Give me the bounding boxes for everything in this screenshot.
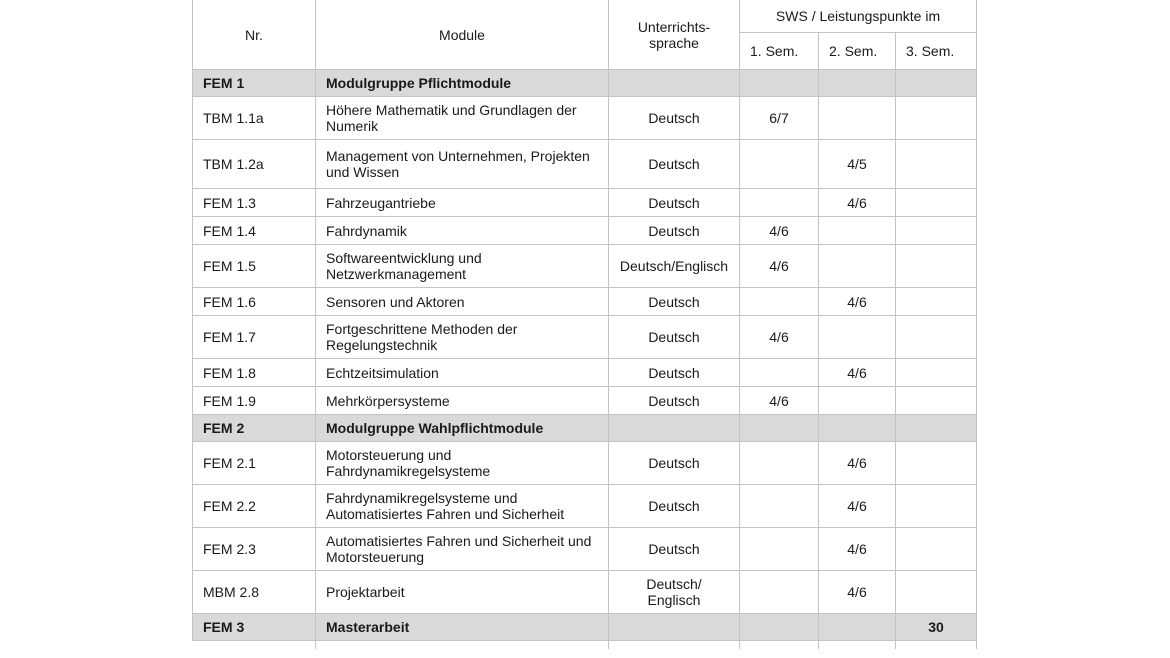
cell-sem2 — [819, 70, 896, 97]
cell-sem2: 4/6 — [819, 485, 896, 528]
module-group-row — [193, 70, 977, 97]
cell-sem1 — [740, 140, 819, 189]
cell-sem3 — [896, 442, 977, 485]
cell-sem3 — [896, 415, 977, 442]
cell-sem1 — [740, 614, 819, 641]
cell-nr: FEM 3 — [193, 614, 316, 641]
module-row — [193, 528, 977, 571]
cell-module: Management von Unternehmen, Projekten und Wissen — [316, 140, 609, 189]
cell-sem3 — [896, 359, 977, 387]
cell-module: Projektarbeit — [316, 571, 609, 614]
cell-language: Deutsch/Englisch — [609, 245, 740, 288]
cell-nr: FEM 1.4 — [193, 217, 316, 245]
truncated-cell — [609, 641, 740, 650]
header-module: Module — [316, 0, 609, 70]
header-language: Unterrichts- sprache — [609, 0, 740, 70]
cell-module: Sensoren und Aktoren — [316, 288, 609, 316]
cell-sem2 — [819, 97, 896, 140]
cell-module: Echtzeitsimulation — [316, 359, 609, 387]
module-row — [193, 387, 977, 415]
truncated-cell — [316, 641, 609, 650]
cell-module: Fortgeschrittene Methoden der Regelungstechnik — [316, 316, 609, 359]
cell-sem1 — [740, 442, 819, 485]
cell-sem2: 4/6 — [819, 528, 896, 571]
cell-sem2: 4/6 — [819, 288, 896, 316]
cell-nr: FEM 1.7 — [193, 316, 316, 359]
cell-sem1 — [740, 189, 819, 217]
cell-language — [609, 415, 740, 442]
cell-sem3 — [896, 97, 977, 140]
module-row — [193, 217, 977, 245]
cell-nr: FEM 1.6 — [193, 288, 316, 316]
module-row — [193, 485, 977, 528]
cell-sem1: 6/7 — [740, 97, 819, 140]
cell-sem3: 30 — [896, 614, 977, 641]
module-group-row — [193, 614, 977, 641]
cell-module: Automatisiertes Fahren und Sicherheit und Motorsteuerung — [316, 528, 609, 571]
header-nr: Nr. — [193, 0, 316, 70]
module-row — [193, 442, 977, 485]
cell-sem2: 4/6 — [819, 571, 896, 614]
module-table — [192, 0, 977, 649]
module-row — [193, 245, 977, 288]
header-sem3: 3. Sem. — [896, 33, 977, 70]
module-table-body — [193, 70, 977, 650]
cell-language: Deutsch — [609, 97, 740, 140]
cell-module: Fahrdynamikregelsysteme und Automatisiertes Fahren und Sicherheit — [316, 485, 609, 528]
cell-sem2: 4/6 — [819, 189, 896, 217]
cell-language: Deutsch — [609, 316, 740, 359]
header-sem2: 2. Sem. — [819, 33, 896, 70]
cell-module: Fahrdynamik — [316, 217, 609, 245]
cell-language: Deutsch — [609, 359, 740, 387]
cell-sem3 — [896, 189, 977, 217]
cell-sem3 — [896, 288, 977, 316]
module-row — [193, 316, 977, 359]
header-sws: SWS / Leistungspunkte im — [740, 0, 977, 33]
cell-nr: FEM 1.9 — [193, 387, 316, 415]
cell-language: Deutsch — [609, 140, 740, 189]
cell-sem2: 4/5 — [819, 140, 896, 189]
cell-sem2 — [819, 245, 896, 288]
cell-sem1 — [740, 415, 819, 442]
cell-sem3 — [896, 217, 977, 245]
cell-module: Masterarbeit — [316, 614, 609, 641]
cell-sem2 — [819, 217, 896, 245]
cell-language: Deutsch — [609, 485, 740, 528]
cell-language: Deutsch — [609, 442, 740, 485]
cell-sem3 — [896, 70, 977, 97]
cell-language: Deutsch — [609, 528, 740, 571]
cell-sem1: 4/6 — [740, 316, 819, 359]
cell-module: Fahrzeugantriebe — [316, 189, 609, 217]
cell-language — [609, 70, 740, 97]
cell-nr: FEM 1.5 — [193, 245, 316, 288]
header-sem1: 1. Sem. — [740, 33, 819, 70]
cell-language — [609, 614, 740, 641]
cell-sem1 — [740, 571, 819, 614]
cell-nr: FEM 2.1 — [193, 442, 316, 485]
cell-sem1 — [740, 485, 819, 528]
cell-nr: TBM 1.2a — [193, 140, 316, 189]
cell-sem3 — [896, 571, 977, 614]
cell-nr: FEM 2 — [193, 415, 316, 442]
truncated-cell — [193, 641, 316, 650]
cell-sem1 — [740, 288, 819, 316]
cell-module: Höhere Mathematik und Grundlagen der Numerik — [316, 97, 609, 140]
cell-module: Softwareentwicklung und Netzwerkmanagement — [316, 245, 609, 288]
cell-nr: FEM 2.3 — [193, 528, 316, 571]
module-row — [193, 189, 977, 217]
cell-sem3 — [896, 485, 977, 528]
cell-sem1 — [740, 528, 819, 571]
cell-sem1 — [740, 359, 819, 387]
truncated-cell — [819, 641, 896, 650]
cell-language: Deutsch — [609, 288, 740, 316]
cell-sem1: 4/6 — [740, 217, 819, 245]
module-row — [193, 288, 977, 316]
cell-nr: FEM 1.8 — [193, 359, 316, 387]
cell-sem2: 4/6 — [819, 442, 896, 485]
cell-module: Motorsteuerung und Fahrdynamikregelsysteme — [316, 442, 609, 485]
cell-sem3 — [896, 245, 977, 288]
cell-nr: TBM 1.1a — [193, 97, 316, 140]
cell-module: Modulgruppe Wahlpflichtmodule — [316, 415, 609, 442]
cell-sem2 — [819, 614, 896, 641]
cell-sem3 — [896, 387, 977, 415]
cell-nr: FEM 1 — [193, 70, 316, 97]
truncated-cell — [896, 641, 977, 650]
truncated-row — [193, 641, 977, 650]
module-row — [193, 571, 977, 614]
module-group-row — [193, 415, 977, 442]
cell-language: Deutsch/ Englisch — [609, 571, 740, 614]
cell-sem3 — [896, 528, 977, 571]
cell-sem1: 4/6 — [740, 387, 819, 415]
module-row — [193, 97, 977, 140]
cell-sem3 — [896, 316, 977, 359]
cell-sem2 — [819, 387, 896, 415]
cell-language: Deutsch — [609, 189, 740, 217]
truncated-cell — [740, 641, 819, 650]
module-row — [193, 359, 977, 387]
cell-language: Deutsch — [609, 387, 740, 415]
cell-nr: MBM 2.8 — [193, 571, 316, 614]
cell-module: Modulgruppe Pflichtmodule — [316, 70, 609, 97]
cell-language: Deutsch — [609, 217, 740, 245]
cell-nr: FEM 2.2 — [193, 485, 316, 528]
cell-sem3 — [896, 140, 977, 189]
cell-nr: FEM 1.3 — [193, 189, 316, 217]
cell-module: Mehrkörpersysteme — [316, 387, 609, 415]
cell-sem2: 4/6 — [819, 359, 896, 387]
cell-sem2 — [819, 316, 896, 359]
module-row — [193, 140, 977, 189]
cell-sem2 — [819, 415, 896, 442]
cell-sem1 — [740, 70, 819, 97]
cell-sem1: 4/6 — [740, 245, 819, 288]
